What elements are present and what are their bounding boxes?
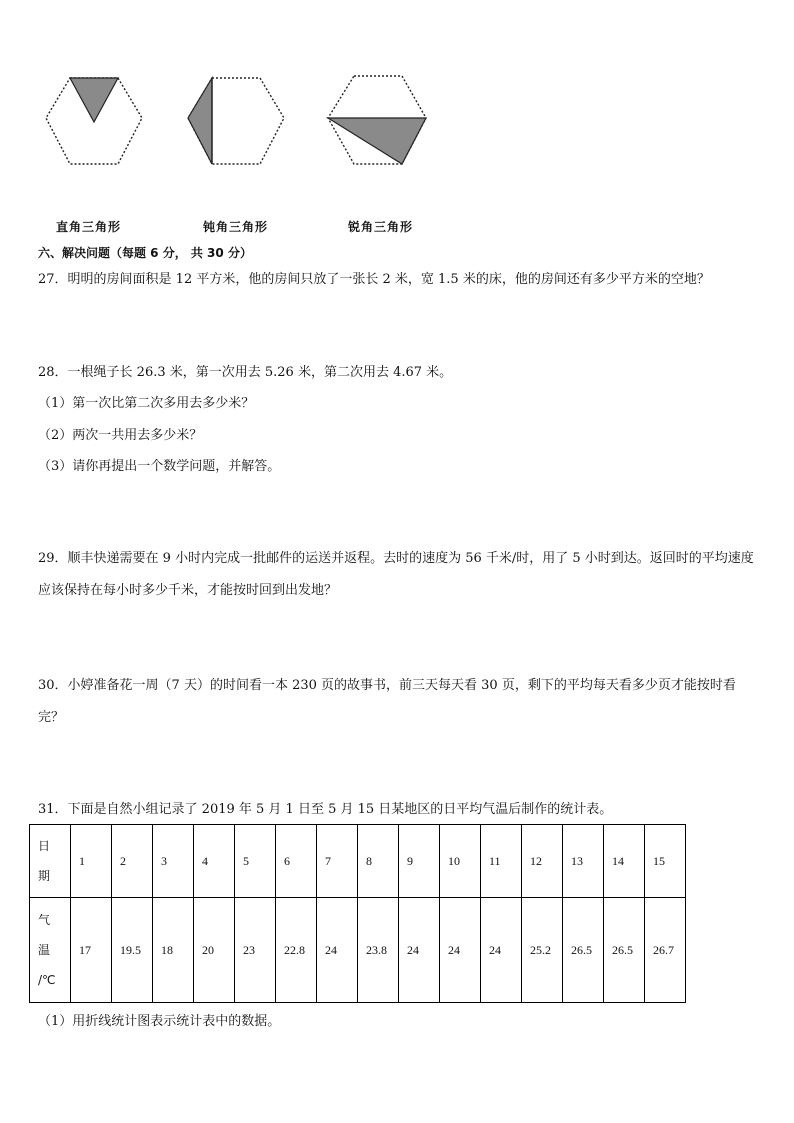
day-cell: 8 [358, 825, 399, 898]
day-cell: 12 [522, 825, 563, 898]
header-temperature: 气 温 /℃ [30, 898, 71, 1003]
question-28: 28．一根绳子长 26.3 米，第一次用去 5.26 米，第二次用去 4.67 米。 [38, 365, 453, 380]
header-date: 日 期 [30, 825, 71, 898]
figure-obtuse-triangle [184, 70, 288, 166]
temp-cell: 20 [194, 898, 235, 1003]
question-31: 31．下面是自然小组记录了 2019 年 5 月 1 日至 5 月 15 日某地区的日平均气温后制作的统计表。 [38, 802, 613, 817]
day-cell: 1 [71, 825, 112, 898]
temp-cell: 17 [71, 898, 112, 1003]
temp-cell: 23 [235, 898, 276, 1003]
day-cell: 11 [481, 825, 522, 898]
question-28-sub1: （1）第一次比第二次多用去多少米？ [38, 396, 255, 411]
temp-cell: 22.8 [276, 898, 317, 1003]
temperature-table [29, 824, 686, 1003]
day-cell: 2 [112, 825, 153, 898]
day-cell: 4 [194, 825, 235, 898]
day-cell: 5 [235, 825, 276, 898]
day-cell: 14 [604, 825, 645, 898]
table-row-temperature [30, 898, 686, 1003]
hexagon-right-triangle-diagram [42, 70, 146, 166]
day-cell: 9 [399, 825, 440, 898]
temp-cell: 26.5 [604, 898, 645, 1003]
day-cell: 13 [563, 825, 604, 898]
question-28-sub3: （3）请你再提出一个数学问题，并解答。 [38, 459, 281, 474]
temp-cell: 19.5 [112, 898, 153, 1003]
temp-cell: 24 [440, 898, 481, 1003]
question-28-sub2: （2）两次一共用去多少米？ [38, 428, 203, 443]
temp-cell: 23.8 [358, 898, 399, 1003]
caption-right-triangle: 直角三角形 [56, 220, 122, 234]
temp-cell: 26.5 [563, 898, 604, 1003]
question-30: 30．小婷准备花一周（7 天）的时间看一本 230 页的故事书，前三天每天看 30 页，剩下的平均每天看多少页才能按时看完？ [38, 678, 736, 725]
table-row-date [30, 825, 686, 898]
question-27: 27．明明的房间面积是 12 平方米，他的房间只放了一张长 2 米，宽 1.5 米的床，他的房间还有多少平方米的空地？ [38, 272, 710, 287]
day-cell: 3 [153, 825, 194, 898]
day-cell: 7 [317, 825, 358, 898]
question-29: 29．顺丰快递需要在 9 小时内完成一批邮件的运送并返程。去时的速度为 56 千米/时，用了 5 小时到达。返回时的平均速度应该保持在每小时多少千米，才能按时回到出发地？ [38, 551, 754, 598]
temp-cell: 18 [153, 898, 194, 1003]
temp-cell: 25.2 [522, 898, 563, 1003]
caption-acute-triangle: 锐角三角形 [348, 220, 414, 234]
day-cell: 6 [276, 825, 317, 898]
temp-cell: 24 [481, 898, 522, 1003]
section-title: 六、解决问题（每题 6 分， 共 30 分） [38, 246, 252, 260]
figure-acute-triangle [324, 70, 430, 166]
temp-cell: 26.7 [645, 898, 686, 1003]
caption-obtuse-triangle: 钝角三角形 [203, 220, 269, 234]
hexagon-acute-triangle-diagram [324, 70, 430, 166]
question-31-sub1: （1）用折线统计图表示统计表中的数据。 [38, 1014, 281, 1029]
figure-right-triangle [42, 70, 146, 166]
temp-cell: 24 [399, 898, 440, 1003]
hexagon-obtuse-triangle-diagram [184, 70, 288, 166]
temp-cell: 24 [317, 898, 358, 1003]
day-cell: 15 [645, 825, 686, 898]
day-cell: 10 [440, 825, 481, 898]
